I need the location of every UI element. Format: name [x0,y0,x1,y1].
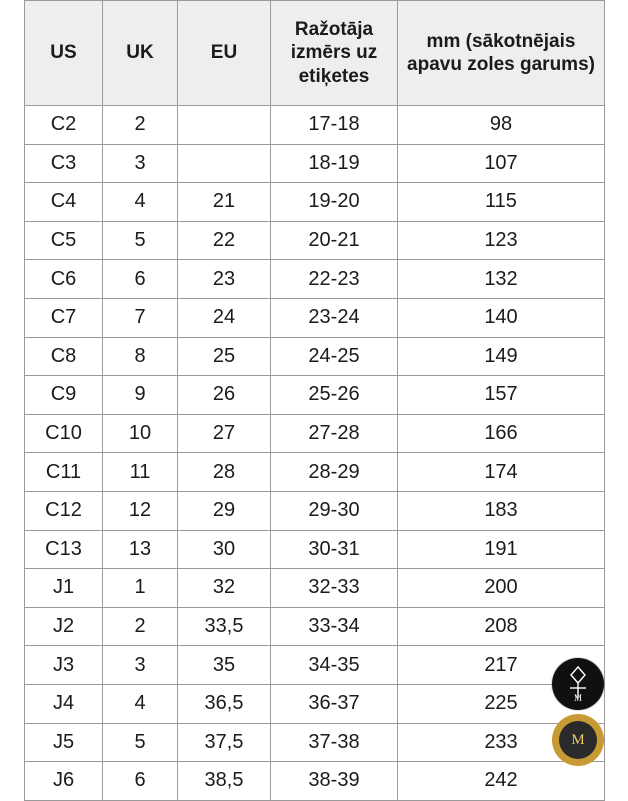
cell-uk: 9 [103,376,178,415]
cell-label-size: 34-35 [271,646,398,685]
column-header-us: US [25,1,103,106]
column-header-eu: EU [178,1,271,106]
cell-us: C3 [25,144,103,183]
cell-label-size: 37-38 [271,723,398,762]
cell-us: C5 [25,221,103,260]
gold-seal-label: M [559,721,597,759]
cell-mm: 98 [398,106,605,145]
svg-text:M: M [573,693,583,703]
cell-label-size: 19-20 [271,183,398,222]
cell-uk: 4 [103,183,178,222]
cell-eu: 26 [178,376,271,415]
table-row [25,221,605,260]
column-header-uk: UK [103,1,178,106]
cell-uk: 1 [103,569,178,608]
cell-eu: 24 [178,298,271,337]
cell-us: J6 [25,762,103,801]
cell-label-size: 27-28 [271,414,398,453]
table-row [25,453,605,492]
cell-eu: 35 [178,646,271,685]
cell-us: C9 [25,376,103,415]
column-header-manufacturer-label-size: Ražotāja izmērs uz etiķetes [271,1,398,106]
cell-mm: 233 [398,723,605,762]
cell-eu [178,106,271,145]
cell-eu: 23 [178,260,271,299]
cell-us: J5 [25,723,103,762]
cell-mm: 242 [398,762,605,801]
cell-us: J4 [25,684,103,723]
table-header [25,1,605,106]
cell-label-size: 17-18 [271,106,398,145]
cell-mm: 200 [398,569,605,608]
cell-uk: 6 [103,260,178,299]
cell-mm: 217 [398,646,605,685]
cell-label-size: 29-30 [271,491,398,530]
cell-eu: 27 [178,414,271,453]
cell-us: C4 [25,183,103,222]
table-row [25,607,605,646]
cell-us: J3 [25,646,103,685]
table-row [25,260,605,299]
cell-eu: 29 [178,491,271,530]
cell-label-size: 28-29 [271,453,398,492]
cell-us: J2 [25,607,103,646]
table-row [25,569,605,608]
cell-eu: 21 [178,183,271,222]
cell-us: C2 [25,106,103,145]
cell-mm: 149 [398,337,605,376]
cell-label-size: 18-19 [271,144,398,183]
cell-mm: 140 [398,298,605,337]
cell-mm: 132 [398,260,605,299]
cell-us: C13 [25,530,103,569]
cell-eu: 25 [178,337,271,376]
cell-uk: 3 [103,144,178,183]
cell-uk: 10 [103,414,178,453]
table-row [25,183,605,222]
cell-mm: 123 [398,221,605,260]
cell-us: C11 [25,453,103,492]
cell-mm: 115 [398,183,605,222]
table-row [25,723,605,762]
cell-eu: 32 [178,569,271,608]
cell-eu: 28 [178,453,271,492]
cell-label-size: 24-25 [271,337,398,376]
table-row [25,762,605,801]
cell-uk: 13 [103,530,178,569]
cell-eu: 36,5 [178,684,271,723]
diamond-monogram-icon [552,658,604,710]
table-row [25,376,605,415]
cell-label-size: 38-39 [271,762,398,801]
cell-label-size: 22-23 [271,260,398,299]
cell-uk: 5 [103,723,178,762]
cell-uk: 2 [103,106,178,145]
cell-uk: 7 [103,298,178,337]
table-row [25,684,605,723]
cell-us: C8 [25,337,103,376]
cell-eu: 38,5 [178,762,271,801]
cell-label-size: 36-37 [271,684,398,723]
cell-eu: 37,5 [178,723,271,762]
table-body [25,106,605,801]
cell-uk: 11 [103,453,178,492]
cell-mm: 225 [398,684,605,723]
cell-uk: 5 [103,221,178,260]
cell-label-size: 30-31 [271,530,398,569]
cell-uk: 2 [103,607,178,646]
table-row [25,298,605,337]
cell-mm: 183 [398,491,605,530]
cell-uk: 6 [103,762,178,801]
table-row [25,337,605,376]
cell-label-size: 33-34 [271,607,398,646]
cell-label-size: 32-33 [271,569,398,608]
cell-eu [178,144,271,183]
table-row [25,414,605,453]
cell-label-size: 20-21 [271,221,398,260]
cell-us: C6 [25,260,103,299]
cell-eu: 22 [178,221,271,260]
table-row [25,646,605,685]
table-row [25,491,605,530]
cell-us: C7 [25,298,103,337]
cell-uk: 4 [103,684,178,723]
cell-us: C10 [25,414,103,453]
column-header-mm-sole-length: mm (sākotnējais apavu zoles garums) [398,1,605,106]
cell-mm: 174 [398,453,605,492]
cell-mm: 157 [398,376,605,415]
cell-uk: 3 [103,646,178,685]
shoe-size-table [24,0,605,801]
cell-label-size: 25-26 [271,376,398,415]
cell-uk: 8 [103,337,178,376]
cell-eu: 33,5 [178,607,271,646]
table-row [25,144,605,183]
table-row [25,106,605,145]
cell-mm: 191 [398,530,605,569]
table-row [25,530,605,569]
gold-seal-icon [552,714,604,766]
cell-mm: 208 [398,607,605,646]
cell-eu: 30 [178,530,271,569]
cell-mm: 107 [398,144,605,183]
cell-us: J1 [25,569,103,608]
cell-label-size: 23-24 [271,298,398,337]
table-header-row [25,1,605,106]
cell-mm: 166 [398,414,605,453]
cell-uk: 12 [103,491,178,530]
cell-us: C12 [25,491,103,530]
